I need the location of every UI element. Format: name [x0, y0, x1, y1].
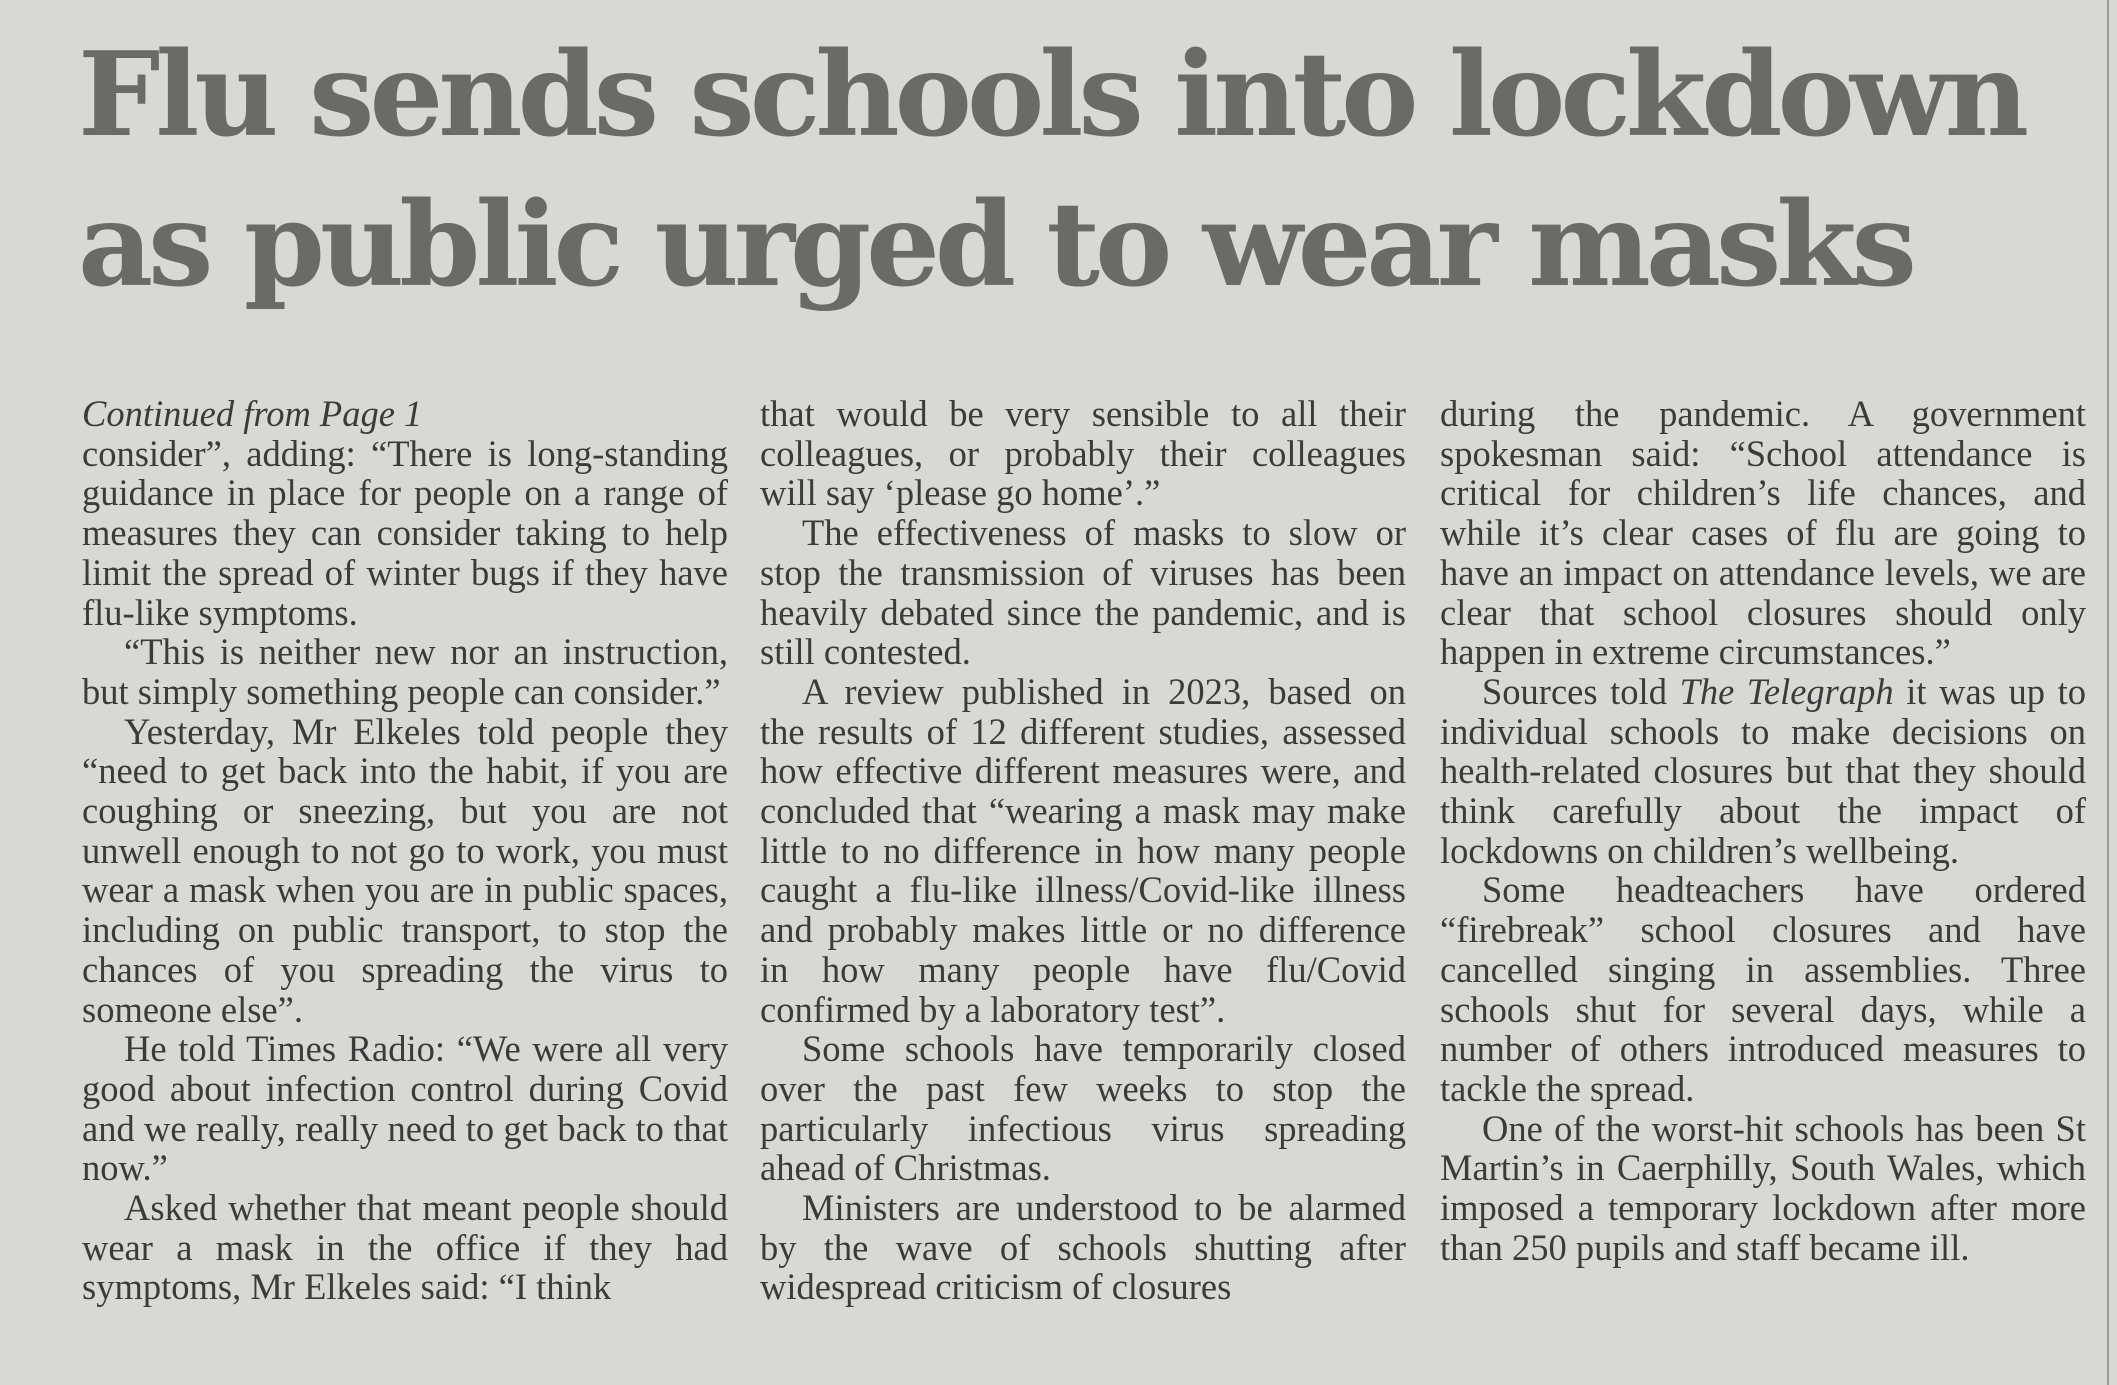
text-run: Sources told	[1482, 670, 1680, 712]
paragraph: One of the worst-hit schools has been St Martin’s in Caerphilly, South Wales, which imposed a temporary lockdown after more than 250 pupils and staff became ill.	[1440, 1107, 2086, 1268]
article-column-1	[82, 394, 728, 1307]
paragraph: Some schools have temporarily closed over the past few weeks to stop the particularly infectious virus spreading ahead of Christmas.	[760, 1028, 1406, 1189]
paragraph: A review published in 2023, based on the results of 12 different studies, assessed how effective different measures were, and concluded that “wearing a mask may make little to no difference in how many people caught a flu-like illness/Covid-like illness and probably makes little or no difference in how many people have flu/Covid confirmed by a laboratory test”.	[760, 670, 1406, 1030]
article-column-3	[1440, 394, 2086, 1267]
paragraph: Ministers are understood to be alarmed by the wave of schools shutting after widespread criticism of closures	[760, 1187, 1406, 1308]
article-column-2	[760, 394, 1406, 1307]
headline	[78, 20, 2068, 320]
paragraph: that would be very sensible to all their colleagues, or probably their colleagues will say ‘please go home’.”	[760, 393, 1406, 514]
paragraph: He told Times Radio: “We were all very good about infection control during Covid and we really, really need to get back to that now.”	[82, 1028, 728, 1189]
paragraph: The effectiveness of masks to slow or stop the transmission of viruses has been heavily debated since the pandemic, and is still contested.	[760, 512, 1406, 673]
paragraph: during the pandemic. A government spokesman said: “School attendance is critical for children’s life chances, and while it’s clear cases of flu are going to have an impact on attendance levels, we are clear that school closures should only happen in extreme circumstances.”	[1440, 393, 2086, 673]
paragraph: Yesterday, Mr Elkeles told people they “need to get back into the habit, if you are coughing or sneezing, but you are not unwell enough to not go to work, you must wear a mask when you are in public spaces, including on public transport, to stop the chances of you spreading the virus to someone else”.	[82, 710, 728, 1030]
paragraph: Asked whether that meant people should wear a mask in the office if they had symptoms, Mr Elkeles said: “I think	[82, 1187, 728, 1308]
paragraph: “This is neither new nor an instruction, but simply something people can consider.”	[82, 631, 728, 712]
paragraph: Some headteachers have ordered “firebreak” school closures and have cancelled singing in assemblies. Three schools shut for several days, while a number of others introduced measures to tackle the spread.	[1440, 869, 2086, 1109]
text-run: it was up to individual schools to make decisions on health-related closures but that they should think carefully about the impact of lockdowns on children’s wellbeing.	[1440, 670, 2086, 871]
column-edge-rule	[2107, 0, 2109, 1385]
publication-name: The Telegraph	[1679, 670, 1894, 712]
headline-line-1: Flu sends schools into lockdown	[78, 27, 2025, 163]
paragraph: consider”, adding: “There is long-standing guidance in place for people on a range of measures they can consider taking to help limit the spread of winter bugs if they have flu-like symptoms.	[82, 432, 728, 633]
continued-from-label: Continued from Page 1	[82, 393, 423, 434]
paragraph	[1440, 672, 2086, 871]
headline-line-2: as public urged to wear masks	[78, 177, 1912, 313]
